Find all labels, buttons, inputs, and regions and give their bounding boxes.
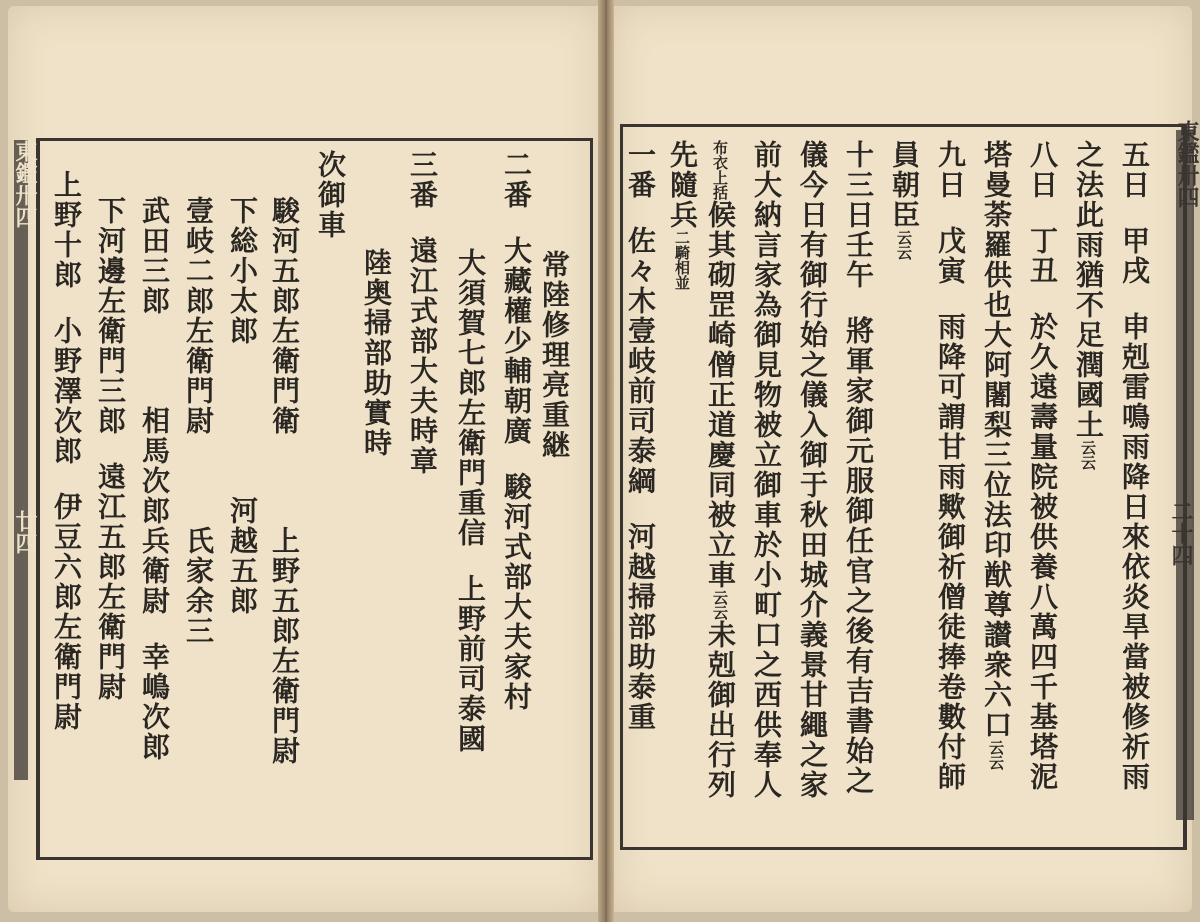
text-column: 先隨兵二騎相並 (666, 140, 699, 290)
text-column: 布衣上括候其砌罡崎僧正道慶同被立車云云未剋御出行列 (704, 140, 737, 800)
text-column: 十三日壬午將軍家御元服御任官之後有吉書始之 (842, 140, 875, 796)
text-column: 次御車 (314, 150, 347, 240)
text-column: 九日戊寅雨降可謂甘雨歟御祈僧徒捧卷數付師 (934, 140, 967, 792)
text-column: 前大納言家為御見物被立御車於小町口之西供奉人 (750, 140, 783, 800)
text-column: 陸奥掃部助實時 (360, 248, 393, 458)
text-column: 一番佐々木壹岐前司泰綱河越掃部助泰重 (624, 140, 657, 732)
right-margin-number: 二十四 (1168, 500, 1194, 566)
text-column: 三番遠江式部大夫時章 (406, 150, 439, 476)
text-column: 員朝臣云云 (888, 140, 921, 260)
text-column: 武田三郎相馬次郎兵衛尉幸嶋次郎 (138, 196, 171, 762)
book-gutter (598, 0, 614, 922)
text-column: 二番大藏權少輔朝廣駿河式部大夫家村 (500, 150, 533, 712)
text-column: 下河邊左衛門三郎遠江五郎左衛門尉 (94, 196, 127, 702)
left-edge-bar (14, 140, 28, 780)
left-margin-number: 廿四 (12, 510, 38, 554)
text-column: 塔曼荼羅供也大阿闍梨三位法印猷尊讃衆六口云云 (980, 140, 1013, 770)
text-column: 上野十郎小野澤次郎伊豆六郎左衛門尉 (50, 170, 83, 732)
text-column: 常陸修理亮重継 (538, 250, 571, 460)
text-column: 大須賀七郎左衛門重信上野前司泰國 (454, 248, 487, 754)
left-margin-title: 東鑑卅四 (12, 140, 38, 228)
right-edge-bar (1176, 130, 1194, 820)
text-column: 五日甲戌申剋雷鳴雨降日來依炎旱當被修祈雨 (1118, 140, 1151, 792)
right-margin-title: 東鑑卅四 (1174, 120, 1200, 208)
text-column: 駿河五郎左衛門衛上野五郎左衛門尉 (268, 196, 301, 766)
text-column: 八日丁丑於久遠壽量院被供養八萬四千基塔泥 (1026, 140, 1059, 792)
text-column: 儀今日有御行始之儀入御于秋田城介義景甘繩之家 (796, 140, 829, 800)
text-column: 下総小太郎河越五郎 (226, 196, 259, 616)
text-column: 壹岐二郎左衛門尉氏家余三 (182, 196, 215, 646)
text-column: 之法此雨猶不足潤國土云云 (1072, 140, 1105, 470)
